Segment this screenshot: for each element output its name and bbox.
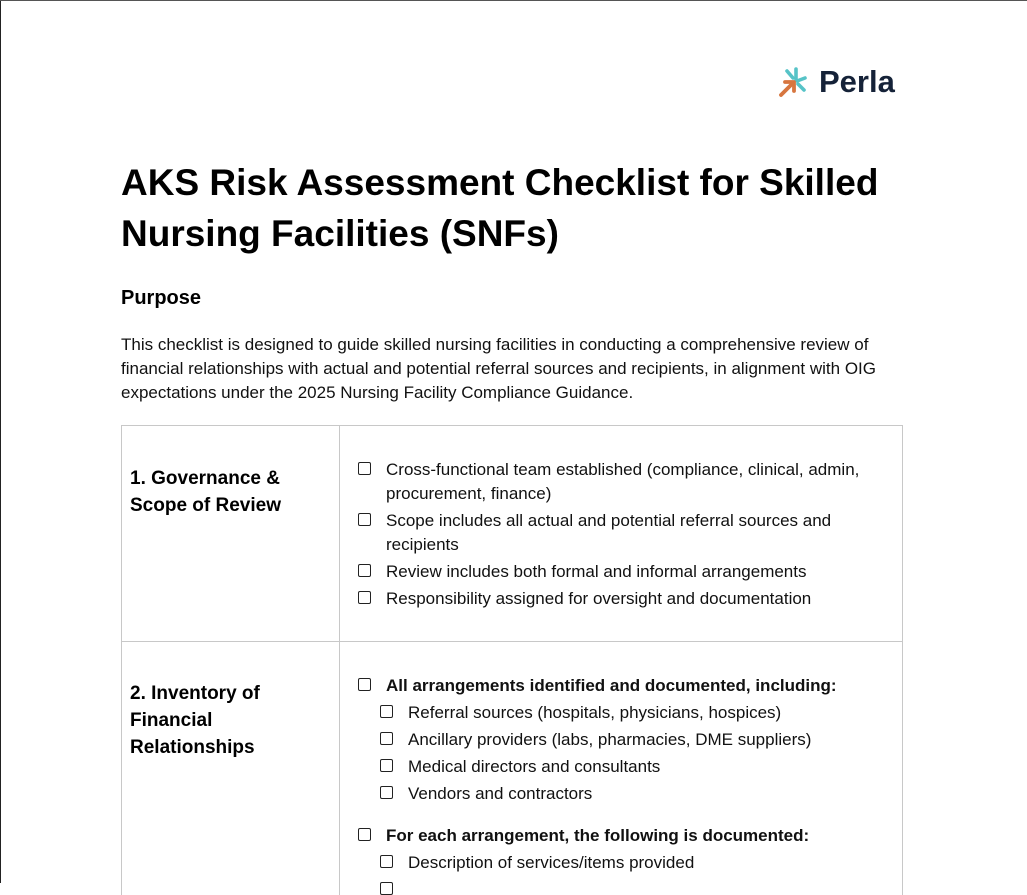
checkbox[interactable] — [358, 462, 371, 475]
checklist-table — [121, 425, 903, 895]
column-divider — [339, 426, 340, 895]
checklist-subitem[interactable] — [380, 755, 888, 779]
checklist-item[interactable] — [358, 458, 888, 506]
checkbox[interactable] — [380, 732, 393, 745]
purpose-paragraph: This checklist is designed to guide skilled nursing facilities in conducting a comprehensive review of financial relationships with actual and potential referral sources and recipients, in alignment with OIG expectations under the 2025 Nursing Facility Compliance Guidance. — [121, 335, 877, 402]
section-heading-inventory: 2. Inventory of Financial Relationships — [130, 683, 260, 758]
item-label: For each arrangement, the following is documented: — [386, 826, 810, 845]
item-label: All arrangements identified and documented, including: — [386, 676, 837, 695]
page-top-edge — [0, 0, 1027, 1]
checkbox[interactable] — [358, 828, 371, 841]
checkbox[interactable] — [358, 564, 371, 577]
checklist-subitem[interactable] — [380, 728, 888, 752]
checklist-item[interactable] — [358, 587, 888, 611]
checklist-item[interactable] — [358, 509, 888, 557]
item-label: Referral sources (hospitals, physicians, hospices) — [408, 703, 782, 722]
inventory-items — [358, 674, 888, 878]
item-label: Medical directors and consultants — [408, 757, 661, 776]
checkbox[interactable] — [380, 786, 393, 799]
item-label: Cross-functional team established (compliance, clinical, admin, procurement, finance) — [386, 460, 860, 503]
checklist-group-item[interactable] — [358, 674, 888, 698]
checkbox[interactable] — [358, 513, 371, 526]
item-label: Responsibility assigned for oversight and documentation — [386, 589, 812, 608]
document-title: AKS Risk Assessment Checklist for Skilled Nursing Facilities (SNFs) — [121, 162, 879, 254]
item-label: Ancillary providers (labs, pharmacies, DME suppliers) — [408, 730, 812, 749]
checkbox[interactable] — [380, 759, 393, 772]
brand-name: Perla — [819, 64, 895, 99]
item-label: Vendors and contractors — [408, 784, 593, 803]
perla-logo — [777, 64, 895, 100]
checklist-subitem[interactable] — [380, 851, 888, 875]
item-label: Review includes both formal and informal arrangements — [386, 562, 807, 581]
section-heading-governance: 1. Governance & Scope of Review — [130, 468, 281, 516]
page-left-edge — [0, 0, 1, 883]
item-label: Description of services/items provided — [408, 853, 695, 872]
checklist-group-item[interactable] — [358, 824, 888, 848]
checkbox[interactable] — [358, 591, 371, 604]
checkbox[interactable] — [380, 855, 393, 868]
governance-items — [358, 458, 888, 614]
perla-asterisk-icon — [777, 66, 809, 98]
item-label: Scope includes all actual and potential referral sources and recipients — [386, 511, 832, 554]
purpose-heading: Purpose — [121, 287, 202, 309]
checkbox[interactable] — [358, 678, 371, 691]
row-divider — [122, 641, 902, 642]
checkbox[interactable] — [380, 882, 393, 895]
checklist-subitem[interactable] — [380, 701, 888, 725]
checkbox[interactable] — [380, 705, 393, 718]
checklist-item[interactable] — [358, 560, 888, 584]
checklist-subitem[interactable] — [380, 782, 888, 806]
